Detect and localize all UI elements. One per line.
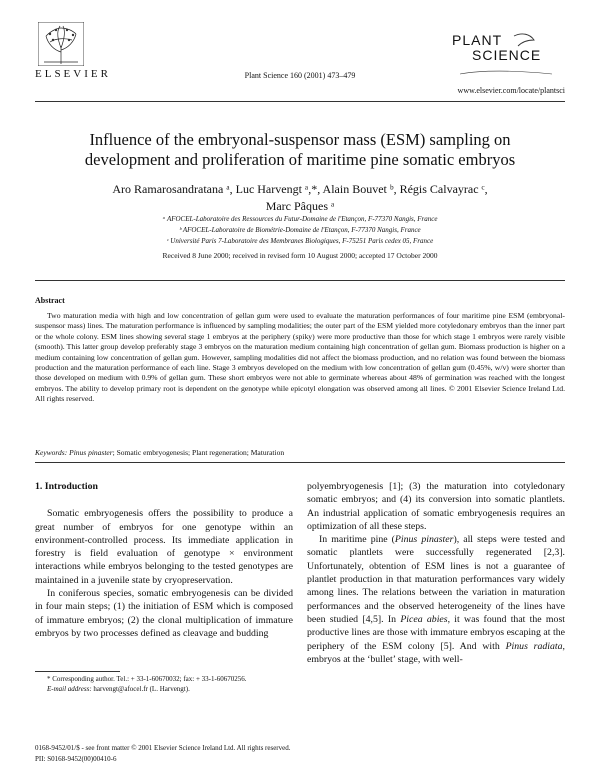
affiliation-b: ᵇ AFOCEL-Laboratoire de Biométrie-Domaine de l'Etançon, F-77370 Nangis, France	[179, 226, 421, 234]
received-dates: Received 8 June 2000; received in revised form 10 August 2000; accepted 17 October 2000	[162, 251, 438, 260]
intro-paragraph-2: In coniferous species, somatic embryogenesis can be divided in four main steps; (1) the initiation of ESM which is composed of immature embryos; (2) the clonal multiplication of immature embryos by two processes defined as cleavage and budding	[35, 588, 293, 639]
p4-text-d: , embryos at the ‘bullet’ stage, with well-	[307, 640, 565, 665]
keywords-divider	[35, 462, 565, 463]
header-divider	[35, 101, 565, 102]
copyright-line: 0168-9452/01/$ - see front matter © 2001 Elsevier Science Ireland Ltd. All rights reserved.	[35, 744, 291, 752]
keywords-rest: ; Somatic embryogenesis; Plant regeneration; Maturation	[112, 448, 285, 457]
article-title: Influence of the embryonal-suspensor mass (ESM) sampling on development and proliferation of maritime pine somatic embryos	[84, 130, 516, 169]
authors-line-1: Aro Ramarosandratana ᵃ, Luc Harvengt ᵃ,*, Alain Bouvet ᵇ, Régis Calvayrac ᶜ,	[112, 182, 488, 196]
elsevier-tree-logo-icon	[38, 22, 84, 66]
intro-paragraph-1: Somatic embryogenesis offers the possibility to produce a great number of embryos for one genotype within an environment-controlled process. Its immediate application in forestry is field evaluation of genotype × environment interactions while embryos belonging to the tested genotypes are maintained in a juvenile state by cryopreservation.	[35, 508, 293, 586]
species-picea-abies: Picea abies	[400, 613, 448, 625]
affiliation-c: ᶜ Université Paris 7-Laboratoire des Membranes Biologiques, F-75251 Paris cedex 05, France	[166, 237, 434, 245]
keywords-label: Keywords:	[35, 448, 68, 457]
introduction-heading: 1. Introduction	[35, 481, 98, 492]
journal-url[interactable]: www.elsevier.com/locate/plantsci	[457, 86, 565, 95]
title-divider	[35, 280, 565, 281]
journal-reference: Plant Science 160 (2001) 473–479	[244, 71, 356, 80]
abstract-heading: Abstract	[35, 296, 65, 305]
author-list	[60, 181, 540, 215]
p4-text-a: In maritime pine (	[319, 534, 395, 546]
right-column	[307, 480, 565, 666]
affiliations	[60, 214, 540, 247]
p4-text-b: ), all steps were tested and somatic plantlets were successfully regenerated [2,3]. Unfortunately, obtention of ESM lines is not a guarantee of plantlet production in that maturation performances vary widely among lines. The relations between the variation in maturation performances and the observed heterogeneity of the lines have been studied [4,5]. In	[307, 534, 565, 625]
corresponding-author-note: * Corresponding author. Tel.: + 33-1-60670032; fax: + 33-1-60670256.	[47, 675, 247, 683]
abstract-text: Two maturation media with high and low concentration of gellan gum were used to evaluate the maturation performances of four maritime pine ESM (embryonal-suspensor mass) lines. The maturation performance is influenced by sampling modalities; the outer part of the ESM yielded more cotyledonary embryos than the inner part or the whole colony. ESM lines showing several stage 1 embryos at the periphery (spiky) were more productive than those for which stage 1 embryos were rarely visible (smooth). This latter group develop preferably stage 3 embryos on the maturation medium containing high concentration of gellan gum. Biomass production is higher on a medium containing low concentration of gellan gum. However, sampling modalities did not affect the biomass production, and no relation was found between the biomass production and the maturation performance of each line. Stage 3 embryos developed on the medium with low concentration of gellan gum (0.45%, w/v) were shorter than those developed on medium with 0.9% of gellan gum. These short embryos were not able to germinate whereas about 48% of germination was reached with the longest embryos. The ability to develop primary root is dependent on the genotype while epicotyl elongation was observed among all lines. © 2001 Elsevier Science Ireland Ltd. All rights reserved.	[35, 311, 565, 404]
footnotes	[35, 675, 293, 694]
journal-logo-science: SCIENCE	[472, 47, 542, 63]
publisher-name: ELSEVIER	[35, 68, 111, 80]
intro-paragraph-4	[307, 533, 565, 666]
page-footer	[35, 743, 291, 765]
species-pinus-radiata: Pinus radiata	[505, 640, 563, 652]
pii-line: PII: S0168-9452(00)00410-6	[35, 755, 117, 763]
footnote-divider	[35, 671, 120, 672]
affiliation-a: ᵃ AFOCEL-Laboratoire des Ressources du Futur-Domaine de l'Etançon, F-77370 Nangis, France	[162, 215, 438, 223]
left-column	[35, 480, 293, 640]
keyword-species: Pinus pinaster	[69, 448, 113, 457]
keywords	[35, 448, 284, 457]
authors-line-2: Marc Pâques ᵃ	[265, 199, 335, 213]
email-note	[35, 685, 293, 695]
email-address[interactable]: harvengt@afocel.fr (L. Harvengt).	[91, 684, 190, 693]
species-pinus-pinaster: Pinus pinaster	[394, 534, 454, 546]
journal-logo-plant: PLANT	[452, 32, 503, 48]
intro-paragraph-3: polyembryogenesis [1]; (3) the maturation into cotyledonary somatic embryos; and (4) its conversion into somatic plantlets. An industrial application of somatic embryogenesis requires an optimization of all these steps.	[307, 481, 565, 532]
p4-text-c: , it was found that the most productive lines are those with immature embryos escaping at the periphery of the ESM colony [5]. And with	[307, 613, 565, 652]
email-label: E-mail address:	[47, 684, 92, 693]
